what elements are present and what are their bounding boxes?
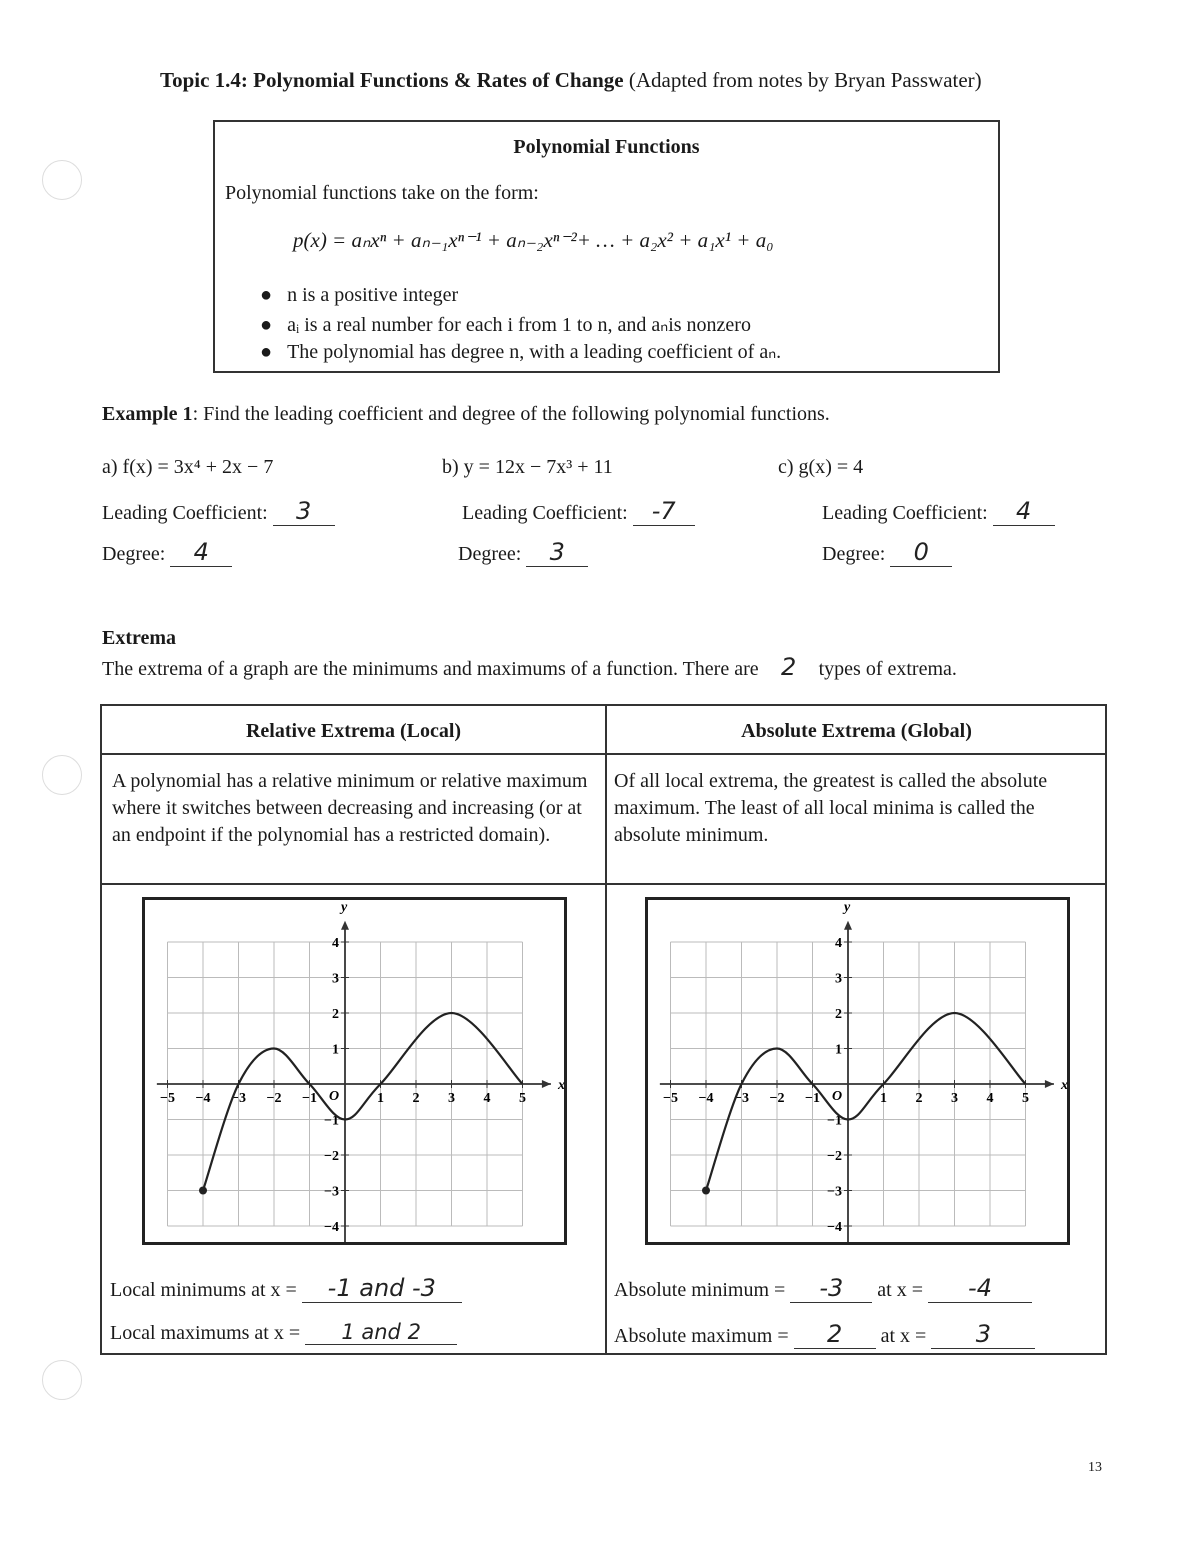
- lc-label: Leading Coefficient:: [102, 502, 268, 524]
- lc-row-a: [102, 497, 335, 526]
- y-tick-label: 4: [835, 936, 842, 951]
- part-b: [442, 456, 695, 567]
- local-min-answer: -1 and -3: [302, 1274, 462, 1303]
- y-tick-label: −3: [827, 1184, 842, 1200]
- x-axis-arrow: [542, 1080, 551, 1088]
- endpoint-dot: [199, 1187, 207, 1195]
- relative-extrema-graph: [142, 897, 567, 1245]
- x-axis-arrow: [1045, 1080, 1054, 1088]
- origin-label: O: [832, 1089, 843, 1104]
- x-tick-label: 3: [951, 1091, 958, 1106]
- x-tick-label: −4: [195, 1091, 211, 1106]
- title-credit: (Adapted from notes by Bryan Passwater): [628, 68, 982, 92]
- y-tick-label: 2: [332, 1007, 339, 1022]
- y-tick-label: 4: [332, 936, 339, 951]
- extrema-sentence: [102, 653, 957, 681]
- x-tick-label: −3: [734, 1091, 749, 1106]
- relative-extrema-text: A polynomial has a relative minimum or relative maximum where it switches between decreasing and increasing (or at an endpoint if the polynomial has a restricted domain).: [112, 770, 588, 846]
- abs-max-label: Absolute maximum =: [614, 1325, 789, 1347]
- extrema-count-answer: 2: [780, 653, 797, 681]
- abs-min-at-label: at x =: [877, 1279, 923, 1301]
- x-tick-label: 4: [986, 1091, 994, 1106]
- graph-svg: [648, 900, 1067, 1242]
- abs-max-value: 2: [794, 1320, 876, 1349]
- abs-max-x: 3: [931, 1320, 1035, 1349]
- deg-label: Degree:: [102, 543, 166, 565]
- lc-row-c: [822, 497, 1055, 526]
- local-max-row: [110, 1320, 457, 1345]
- function-b: b) y = 12x − 7x³ + 11: [442, 456, 613, 478]
- lc-row-b: [462, 497, 695, 526]
- lc-answer-b: -7: [633, 497, 695, 526]
- definition-bullet: ● The polynomial has degree n, with a leading coefficient of aₙ.: [260, 341, 782, 363]
- x-tick-label: −2: [266, 1091, 282, 1106]
- punch-hole: [42, 1360, 82, 1400]
- column-divider: [605, 706, 607, 1353]
- punch-hole: [42, 755, 82, 795]
- x-tick-label: 2: [412, 1091, 420, 1106]
- extrema-text-end: types of extrema.: [818, 658, 957, 680]
- local-max-label: Local maximums at x =: [110, 1322, 301, 1344]
- abs-min-x: -4: [928, 1274, 1032, 1303]
- page-title: [160, 68, 982, 93]
- deg-row-a: [102, 538, 335, 567]
- abs-max-at-label: at x =: [880, 1325, 927, 1347]
- x-tick-label: 3: [448, 1091, 455, 1106]
- deg-row-c: [822, 538, 1055, 567]
- y-tick-label: −1: [827, 1113, 842, 1129]
- definition-box: [213, 120, 1000, 373]
- function-a: a) f(x) = 3x⁴ + 2x − 7: [102, 456, 274, 478]
- part-a: [102, 456, 335, 567]
- extrema-heading: Extrema: [102, 627, 177, 649]
- row-divider: [102, 883, 1105, 885]
- endpoint-dot: [702, 1187, 710, 1195]
- example-label: Example 1: [102, 403, 193, 425]
- function-c: c) g(x) = 4: [778, 456, 864, 478]
- local-max-answer: 1 and 2: [305, 1320, 457, 1345]
- deg-row-b: [458, 538, 695, 567]
- y-axis-arrow: [341, 921, 349, 930]
- extrema-table: [100, 704, 1107, 1355]
- absolute-extrema-text: Of all local extrema, the greatest is called the absolute maximum. The least of all local minima is called the absolute minimum.: [614, 770, 1048, 846]
- x-tick-label: 5: [519, 1091, 526, 1106]
- y-axis-label: y: [844, 900, 851, 916]
- x-axis-label: x: [1061, 1078, 1068, 1093]
- x-tick-label: 2: [915, 1091, 923, 1106]
- abs-max-row: [614, 1320, 1035, 1349]
- y-tick-label: −4: [324, 1220, 339, 1235]
- y-tick-label: −2: [827, 1149, 842, 1164]
- example-1-prompt: [102, 403, 830, 426]
- abs-min-row: [614, 1274, 1032, 1303]
- row-divider: [102, 753, 1105, 755]
- x-tick-label: −1: [302, 1091, 317, 1106]
- bullet-text: The polynomial has degree n, with a leading coefficient of aₙ.: [287, 341, 782, 363]
- deg-label: Degree:: [458, 543, 522, 565]
- page-number: 13: [1088, 1460, 1102, 1475]
- y-axis-arrow: [844, 921, 852, 930]
- deg-answer-b: 3: [526, 538, 588, 567]
- absolute-extrema-header: Absolute Extrema (Global): [741, 720, 972, 742]
- abs-min-value: -3: [790, 1274, 872, 1303]
- x-tick-label: −2: [769, 1091, 785, 1106]
- definition-heading: Polynomial Functions: [513, 136, 700, 158]
- bullet-text: aᵢ is a real number for each i from 1 to n, and aₙis nonzero: [287, 314, 751, 336]
- relative-extrema-header: Relative Extrema (Local): [245, 720, 462, 742]
- y-tick-label: −2: [324, 1149, 339, 1164]
- definition-intro: Polynomial functions take on the form:: [225, 182, 539, 204]
- y-tick-label: −4: [827, 1220, 842, 1235]
- y-tick-label: −3: [324, 1184, 339, 1200]
- definition-bullet: ● n is a positive integer: [260, 284, 459, 306]
- lc-answer-a: 3: [273, 497, 335, 526]
- example-prompt-text: : Find the leading coefficient and degree of the following polynomial functions.: [192, 403, 830, 425]
- lc-label: Leading Coefficient:: [462, 502, 628, 524]
- x-tick-label: −1: [805, 1091, 820, 1106]
- x-tick-label: −3: [231, 1091, 246, 1106]
- function-curve: [203, 1013, 523, 1191]
- x-tick-label: −4: [698, 1091, 714, 1106]
- lc-answer-c: 4: [993, 497, 1055, 526]
- definition-bullet: ● aᵢ is a real number for each i from 1 to n, and aₙis nonzero: [260, 314, 751, 336]
- absolute-extrema-graph: [645, 897, 1070, 1245]
- x-tick-label: −5: [663, 1091, 678, 1106]
- punch-hole: [42, 160, 82, 200]
- bullet-text: n is a positive integer: [287, 284, 459, 306]
- y-axis-label: y: [341, 900, 348, 916]
- origin-label: O: [329, 1089, 340, 1104]
- title-main: Topic 1.4: Polynomial Functions & Rates of Change: [160, 68, 624, 92]
- polynomial-formula: p(x) = aₙxⁿ + aₙ₋₁xⁿ⁻¹ + aₙ₋₂xⁿ⁻²+ … + a₂x² + a₁x¹ + a₀: [293, 228, 774, 252]
- part-c: [778, 456, 1055, 567]
- lc-label: Leading Coefficient:: [822, 502, 988, 524]
- x-tick-label: 1: [377, 1091, 384, 1106]
- x-tick-label: 5: [1022, 1091, 1029, 1106]
- local-min-row: [110, 1274, 462, 1303]
- function-curve: [706, 1013, 1026, 1191]
- deg-label: Degree:: [822, 543, 886, 565]
- local-min-label: Local minimums at x =: [110, 1279, 297, 1301]
- y-tick-label: 2: [835, 1007, 842, 1022]
- x-axis-label: x: [558, 1078, 565, 1093]
- y-tick-label: 1: [332, 1042, 339, 1058]
- x-tick-label: −5: [160, 1091, 175, 1106]
- abs-min-label: Absolute minimum =: [614, 1279, 786, 1301]
- y-tick-label: 3: [332, 971, 339, 987]
- y-tick-label: −1: [324, 1113, 339, 1129]
- deg-answer-c: 0: [890, 538, 952, 567]
- x-tick-label: 4: [483, 1091, 491, 1106]
- x-tick-label: 1: [880, 1091, 887, 1106]
- extrema-text: The extrema of a graph are the minimums and maximums of a function. There are: [102, 658, 759, 680]
- graph-svg: [145, 900, 564, 1242]
- y-tick-label: 3: [835, 971, 842, 987]
- y-tick-label: 1: [835, 1042, 842, 1058]
- deg-answer-a: 4: [170, 538, 232, 567]
